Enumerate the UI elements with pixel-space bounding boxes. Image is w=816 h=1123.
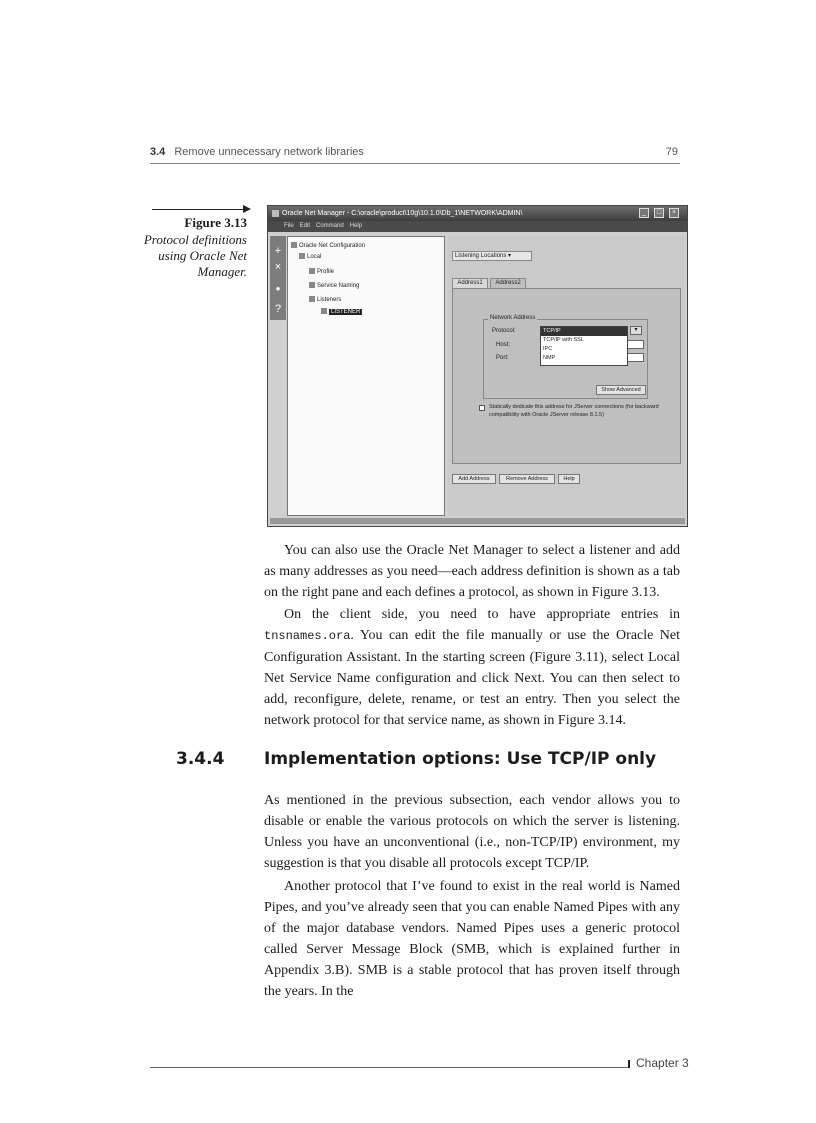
arrow-right-icon <box>243 205 251 213</box>
figure-arrow-line <box>152 209 244 210</box>
page-number: 79 <box>665 146 678 158</box>
subsection-title: Implementation options: Use TCP/IP only <box>264 749 657 769</box>
view-select[interactable]: Listening Locations ▾ <box>452 251 532 261</box>
footer-tick <box>628 1060 630 1068</box>
tree-node-label: Listeners <box>317 297 342 303</box>
paragraph-2-text: . You can edit the file manually or use the Oracle Net Configuration Assistant. In the starting screen (Figure 3.11), select Local Net Service Name configuration and click Next. You can then select to add, reconfigure, delete, rename, or test an entry. Then you select the network protocol for that service name, as shown in Figure 3.14. <box>264 628 680 728</box>
tree-node-local[interactable] <box>299 252 321 262</box>
protocol-option[interactable]: IPC <box>543 346 553 352</box>
detail-pane <box>448 236 685 516</box>
paragraph-2-text: On the client side, you need to have appropriate entries in <box>284 607 680 622</box>
tree-node-listeners[interactable] <box>309 295 341 305</box>
tree-node-label: Local <box>307 254 322 260</box>
paragraph-4: Another protocol that I’ve found to exist in the real world is Named Pipes, and you’ve already seen that you can enable Named Pipes with any of the major database vendors. Named Pipes uses a generic protocol called Server Message Block (SMB, which is explained further in Appendix 3.B). SMB is a stable protocol that has proven itself through the years. In the <box>264 879 680 999</box>
add-address-button[interactable]: Add Address <box>452 474 496 484</box>
tree-node-service-naming[interactable] <box>309 281 359 291</box>
group-label: Network Address <box>490 315 536 321</box>
menu-bar <box>268 221 687 232</box>
view-select-value: Listening Locations <box>455 253 507 259</box>
protocol-option[interactable]: NMP <box>543 355 556 361</box>
tab-panel <box>452 288 681 464</box>
remove-address-button[interactable]: Remove Address <box>499 474 555 484</box>
tab-address2[interactable]: Address2 <box>490 278 526 288</box>
paragraph-1: You can also use the Oracle Net Manager to select a listener and add as many addresses as you need—each address definition is shown as a tab on the right pane and each defines a protocol, as shown in Figure 3.13. <box>264 543 680 600</box>
network-icon <box>291 242 297 248</box>
menu-command[interactable]: Command <box>316 223 344 229</box>
figure-number: Figure 3.13 <box>184 215 247 230</box>
tree-node-label: LISTENER <box>331 309 361 315</box>
network-address-group <box>483 315 648 399</box>
jserver-checkbox-label: Statically dedicate this address for JServer connections (for backward compatibility with Oracle JServer release 8.1.5) <box>489 404 659 418</box>
inline-code: tnsnames.ora <box>264 629 351 643</box>
profile-icon <box>309 268 315 274</box>
close-icon[interactable]: × <box>669 208 679 218</box>
tree-node-label: Oracle Net Configuration <box>299 243 366 249</box>
menu-help[interactable]: Help <box>349 223 363 229</box>
footer-chapter: Chapter 3 <box>636 1056 689 1070</box>
figure-caption-line: using Oracle Net <box>158 248 247 263</box>
listener-icon <box>321 308 327 314</box>
status-bar <box>270 518 685 524</box>
menu-edit[interactable]: Edit <box>299 223 311 229</box>
figure-caption-line: Protocol definitions <box>143 232 247 247</box>
help-icon[interactable]: ? <box>274 303 282 315</box>
paragraph-2 <box>264 604 680 731</box>
folder-icon <box>299 253 305 259</box>
listeners-icon <box>309 296 315 302</box>
service-icon <box>309 282 315 288</box>
protocol-option[interactable]: TCP/IP <box>541 327 627 336</box>
window-title: Oracle Net Manager - C:\oracle\product\10g\10.1.0\Db_1\NETWORK\ADMIN\ <box>282 210 523 217</box>
show-advanced-button[interactable]: Show Advanced <box>596 385 646 395</box>
x-icon[interactable]: × <box>274 261 282 273</box>
tree-pane <box>287 236 445 516</box>
paragraph-3: As mentioned in the previous subsection, each vendor allows you to disable or enable the various protocols on which the server is listening. Unless you have an unconventional (i.e., non-TCP/IP) environment, my suggestion is that you disable all protocols except TCP/IP. <box>264 793 680 871</box>
plus-icon[interactable]: + <box>274 245 282 257</box>
tree-node-profile[interactable] <box>309 267 334 277</box>
subsection-number: 3.4.4 <box>176 749 225 769</box>
host-label: Host: <box>496 342 511 348</box>
figure-caption-line: Manager. <box>197 264 247 279</box>
figure-screenshot <box>267 205 688 527</box>
tab-address1[interactable]: Address1 <box>452 278 488 288</box>
menu-file[interactable]: File <box>284 223 294 229</box>
protocol-dropdown[interactable] <box>540 326 628 366</box>
tree-node-label: Service Naming <box>317 283 360 289</box>
tree-node-listener[interactable] <box>321 307 362 317</box>
help-button[interactable]: Help <box>558 474 580 484</box>
header-section-title: Remove unnecessary network libraries <box>174 146 364 158</box>
protocol-label: Protocol: <box>492 328 516 334</box>
wizard-icon[interactable]: ● <box>275 284 281 293</box>
protocol-option[interactable]: TCP/IP with SSL <box>543 337 584 343</box>
running-header <box>150 146 680 162</box>
footer-rule <box>150 1067 628 1068</box>
figure-caption <box>110 232 247 280</box>
app-icon <box>272 210 279 217</box>
maximize-icon[interactable]: □ <box>654 208 664 218</box>
port-label: Port: <box>496 355 509 361</box>
tree-node-label: Profile <box>317 269 335 275</box>
header-section-number: 3.4 <box>150 146 166 158</box>
chevron-down-icon[interactable]: ▾ <box>630 326 642 335</box>
side-toolbar <box>270 236 286 320</box>
jserver-checkbox[interactable] <box>479 405 485 411</box>
window-titlebar <box>268 206 687 221</box>
tree-node-root[interactable] <box>291 241 365 251</box>
minimize-icon[interactable]: _ <box>639 208 649 218</box>
header-rule <box>150 163 680 164</box>
